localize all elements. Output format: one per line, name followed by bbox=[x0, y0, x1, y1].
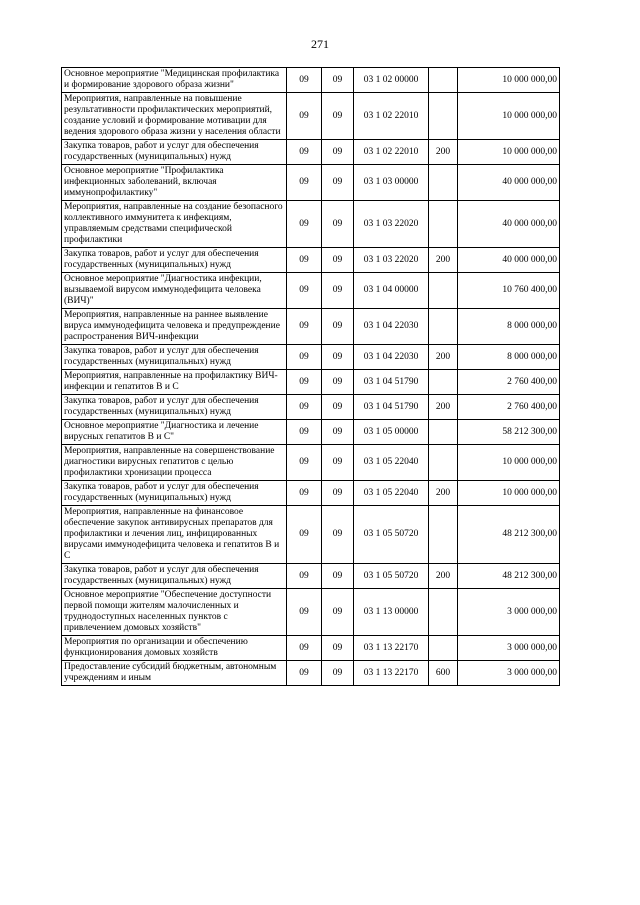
expense-type-code-cell bbox=[429, 420, 458, 445]
table-row bbox=[62, 589, 560, 636]
target-article-code-cell: 03 1 02 22010 bbox=[354, 140, 429, 165]
table-row bbox=[62, 445, 560, 481]
amount-cell: 3 000 000,00 bbox=[458, 636, 560, 661]
section-code-cell: 09 bbox=[287, 661, 322, 686]
table-row bbox=[62, 506, 560, 564]
target-article-code-cell: 03 1 05 50720 bbox=[354, 564, 429, 589]
subsection-code-cell: 09 bbox=[322, 68, 354, 93]
target-article-code-cell: 03 1 04 51790 bbox=[354, 370, 429, 395]
target-article-code-cell: 03 1 13 00000 bbox=[354, 589, 429, 636]
item-name-cell: Закупка товаров, работ и услуг для обеспечения государственных (муниципальных) нужд bbox=[62, 481, 287, 506]
subsection-code-cell: 09 bbox=[322, 140, 354, 165]
subsection-code-cell: 09 bbox=[322, 564, 354, 589]
amount-cell: 58 212 300,00 bbox=[458, 420, 560, 445]
target-article-code-cell: 03 1 04 00000 bbox=[354, 273, 429, 309]
target-article-code-cell: 03 1 05 00000 bbox=[354, 420, 429, 445]
table-row bbox=[62, 68, 560, 93]
subsection-code-cell: 09 bbox=[322, 589, 354, 636]
target-article-code-cell: 03 1 05 22040 bbox=[354, 445, 429, 481]
item-name-cell: Основное мероприятие "Профилактика инфекционных заболеваний, включая иммунопрофилактику" bbox=[62, 165, 287, 201]
amount-cell: 2 760 400,00 bbox=[458, 370, 560, 395]
amount-cell: 10 000 000,00 bbox=[458, 445, 560, 481]
expense-type-code-cell bbox=[429, 370, 458, 395]
section-code-cell: 09 bbox=[287, 201, 322, 248]
item-name-cell: Основное мероприятие "Медицинская профилактика и формирование здорового образа жизни" bbox=[62, 68, 287, 93]
item-name-cell: Закупка товаров, работ и услуг для обеспечения государственных (муниципальных) нужд bbox=[62, 140, 287, 165]
item-name-cell: Мероприятия, направленные на профилактику ВИЧ-инфекции и гепатитов B и C bbox=[62, 370, 287, 395]
amount-cell: 10 760 400,00 bbox=[458, 273, 560, 309]
section-code-cell: 09 bbox=[287, 589, 322, 636]
section-code-cell: 09 bbox=[287, 165, 322, 201]
item-name-cell: Мероприятия по организации и обеспечению функционирования домовых хозяйств bbox=[62, 636, 287, 661]
page-number: 271 bbox=[311, 37, 329, 51]
subsection-code-cell: 09 bbox=[322, 93, 354, 140]
item-name-cell: Основное мероприятие "Диагностика и лечение вирусных гепатитов B и C" bbox=[62, 420, 287, 445]
section-code-cell: 09 bbox=[287, 68, 322, 93]
table-body bbox=[62, 68, 560, 686]
target-article-code-cell: 03 1 13 22170 bbox=[354, 636, 429, 661]
item-name-cell: Мероприятия, направленные на повышение результативности профилактических мероприятий, создание условий и формирование мотивации для ведения здорового образа жизни у населения области bbox=[62, 93, 287, 140]
expense-type-code-cell bbox=[429, 445, 458, 481]
item-name-cell: Мероприятия, направленные на совершенствование диагностики вирусных гепатитов с целью профилактики хронизации процесса bbox=[62, 445, 287, 481]
subsection-code-cell: 09 bbox=[322, 395, 354, 420]
expense-type-code-cell: 200 bbox=[429, 481, 458, 506]
table-row bbox=[62, 481, 560, 506]
section-code-cell: 09 bbox=[287, 248, 322, 273]
subsection-code-cell: 09 bbox=[322, 165, 354, 201]
expense-type-code-cell bbox=[429, 165, 458, 201]
amount-cell: 10 000 000,00 bbox=[458, 68, 560, 93]
item-name-cell: Закупка товаров, работ и услуг для обеспечения государственных (муниципальных) нужд bbox=[62, 564, 287, 589]
expense-type-code-cell bbox=[429, 636, 458, 661]
amount-cell: 10 000 000,00 bbox=[458, 481, 560, 506]
amount-cell: 10 000 000,00 bbox=[458, 93, 560, 140]
table-row bbox=[62, 370, 560, 395]
budget-table bbox=[61, 67, 560, 686]
item-name-cell bbox=[62, 661, 287, 686]
amount-cell: 40 000 000,00 bbox=[458, 248, 560, 273]
expense-type-code-cell: 600 bbox=[429, 661, 458, 686]
table-row bbox=[62, 564, 560, 589]
table-row bbox=[62, 420, 560, 445]
table-row bbox=[62, 165, 560, 201]
amount-cell: 3 000 000,00 bbox=[458, 661, 560, 686]
subsection-code-cell: 09 bbox=[322, 445, 354, 481]
amount-cell: 3 000 000,00 bbox=[458, 589, 560, 636]
table-row bbox=[62, 661, 560, 686]
target-article-code-cell: 03 1 03 22020 bbox=[354, 248, 429, 273]
table-row bbox=[62, 345, 560, 370]
amount-cell: 10 000 000,00 bbox=[458, 140, 560, 165]
section-code-cell: 09 bbox=[287, 506, 322, 564]
expense-type-code-cell: 200 bbox=[429, 140, 458, 165]
target-article-code-cell: 03 1 13 22170 bbox=[354, 661, 429, 686]
expense-type-code-cell bbox=[429, 309, 458, 345]
subsection-code-cell: 09 bbox=[322, 345, 354, 370]
amount-cell: 48 212 300,00 bbox=[458, 506, 560, 564]
amount-cell: 2 760 400,00 bbox=[458, 395, 560, 420]
table-row bbox=[62, 395, 560, 420]
expense-type-code-cell bbox=[429, 506, 458, 564]
target-article-code-cell: 03 1 04 22030 bbox=[354, 345, 429, 370]
item-name-cell: Закупка товаров, работ и услуг для обеспечения государственных (муниципальных) нужд bbox=[62, 345, 287, 370]
item-name-cell: Основное мероприятие "Диагностика инфекции, вызываемой вирусом иммунодефицита человека (ВИЧ)" bbox=[62, 273, 287, 309]
subsection-code-cell: 09 bbox=[322, 420, 354, 445]
item-name-cell: Мероприятия, направленные на раннее выявление вируса иммунодефицита человека и предупреждение распространения ВИЧ-инфекции bbox=[62, 309, 287, 345]
section-code-cell: 09 bbox=[287, 420, 322, 445]
expense-type-code-cell bbox=[429, 93, 458, 140]
expense-type-code-cell bbox=[429, 589, 458, 636]
amount-cell: 40 000 000,00 bbox=[458, 165, 560, 201]
amount-cell: 40 000 000,00 bbox=[458, 201, 560, 248]
target-article-code-cell: 03 1 03 22020 bbox=[354, 201, 429, 248]
target-article-code-cell: 03 1 04 22030 bbox=[354, 309, 429, 345]
amount-cell: 48 212 300,00 bbox=[458, 564, 560, 589]
expense-type-code-cell: 200 bbox=[429, 564, 458, 589]
subsection-code-cell: 09 bbox=[322, 661, 354, 686]
item-name-cell: Закупка товаров, работ и услуг для обеспечения государственных (муниципальных) нужд bbox=[62, 248, 287, 273]
expense-type-code-cell bbox=[429, 68, 458, 93]
section-code-cell: 09 bbox=[287, 93, 322, 140]
subsection-code-cell: 09 bbox=[322, 370, 354, 395]
section-code-cell: 09 bbox=[287, 564, 322, 589]
subsection-code-cell: 09 bbox=[322, 248, 354, 273]
subsection-code-cell: 09 bbox=[322, 273, 354, 309]
table-row bbox=[62, 273, 560, 309]
section-code-cell: 09 bbox=[287, 370, 322, 395]
amount-cell: 8 000 000,00 bbox=[458, 309, 560, 345]
table-row bbox=[62, 248, 560, 273]
table-row bbox=[62, 201, 560, 248]
section-code-cell: 09 bbox=[287, 481, 322, 506]
subsection-code-cell: 09 bbox=[322, 506, 354, 564]
table-row bbox=[62, 93, 560, 140]
section-code-cell: 09 bbox=[287, 345, 322, 370]
subsection-code-cell: 09 bbox=[322, 481, 354, 506]
target-article-code-cell: 03 1 05 22040 bbox=[354, 481, 429, 506]
subsection-code-cell: 09 bbox=[322, 309, 354, 345]
item-name-cell: Закупка товаров, работ и услуг для обеспечения государственных (муниципальных) нужд bbox=[62, 395, 287, 420]
table-row bbox=[62, 140, 560, 165]
table-row bbox=[62, 636, 560, 661]
target-article-code-cell: 03 1 04 51790 bbox=[354, 395, 429, 420]
section-code-cell: 09 bbox=[287, 140, 322, 165]
target-article-code-cell: 03 1 05 50720 bbox=[354, 506, 429, 564]
target-article-code-cell: 03 1 02 00000 bbox=[354, 68, 429, 93]
section-code-cell: 09 bbox=[287, 445, 322, 481]
expense-type-code-cell bbox=[429, 273, 458, 309]
amount-cell: 8 000 000,00 bbox=[458, 345, 560, 370]
item-name-cell: Мероприятия, направленные на финансовое обеспечение закупок антивирусных препаратов для профилактики и лечения лиц, инфицированных вирусами иммунодефицита человека и гепатитов B и C bbox=[62, 506, 287, 564]
section-code-cell: 09 bbox=[287, 309, 322, 345]
section-code-cell: 09 bbox=[287, 273, 322, 309]
target-article-code-cell: 03 1 03 00000 bbox=[354, 165, 429, 201]
section-code-cell: 09 bbox=[287, 395, 322, 420]
item-name-text: Предоставление субсидий бюджетным, автономным учреждениям и иным bbox=[64, 662, 277, 683]
expense-type-code-cell bbox=[429, 201, 458, 248]
section-code-cell: 09 bbox=[287, 636, 322, 661]
item-name-cell: Основное мероприятие "Обеспечение доступности первой помощи жителям малочисленных и труднодоступных населенных пунктов с привлечением домовых хозяйств" bbox=[62, 589, 287, 636]
expense-type-code-cell: 200 bbox=[429, 345, 458, 370]
expense-type-code-cell: 200 bbox=[429, 248, 458, 273]
expense-type-code-cell: 200 bbox=[429, 395, 458, 420]
target-article-code-cell: 03 1 02 22010 bbox=[354, 93, 429, 140]
item-name-cell: Мероприятия, направленные на создание безопасного коллективного иммунитета к инфекциям, управляемым средствами специфической профилактики bbox=[62, 201, 287, 248]
subsection-code-cell: 09 bbox=[322, 636, 354, 661]
subsection-code-cell: 09 bbox=[322, 201, 354, 248]
table-row bbox=[62, 309, 560, 345]
